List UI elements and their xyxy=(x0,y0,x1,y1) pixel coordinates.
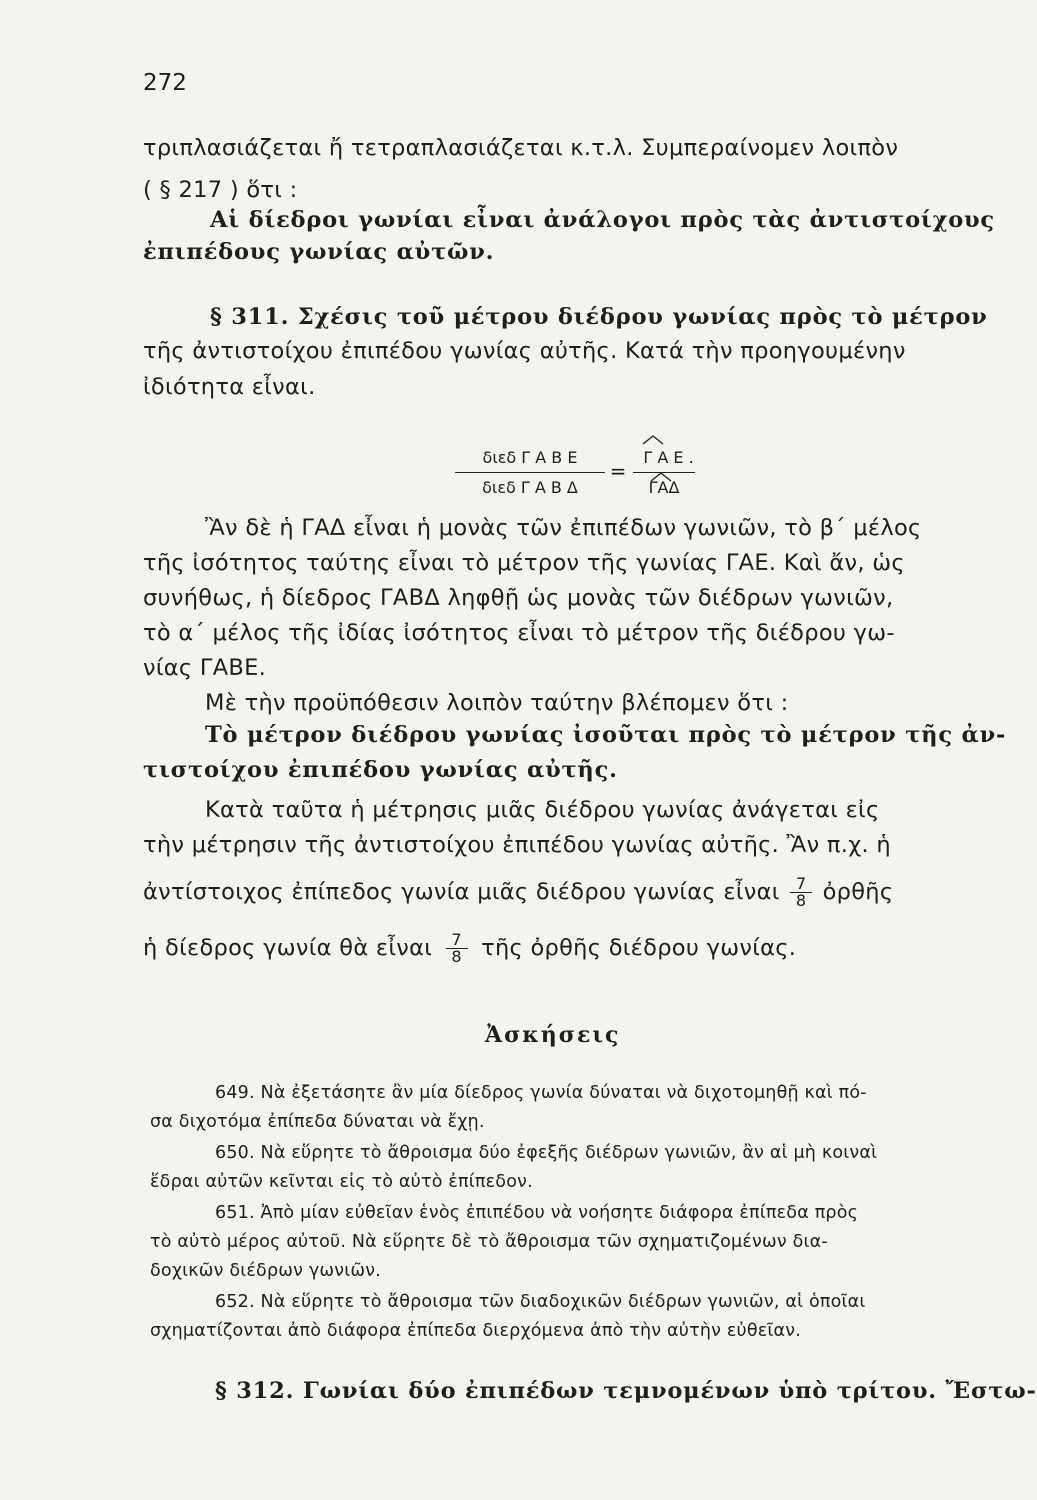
exercise-line: δοχικῶν διέδρων γωνιῶν. xyxy=(150,1261,381,1281)
exercise-line: σχηματίζονται ἀπὸ διάφορα ἐπίπεδα διερχόμενα ἀπὸ τὴν αὐτὴν εὐθεῖαν. xyxy=(150,1321,802,1341)
exercise-line: σα διχοτόμα ἐπίπεδα δύναται νὰ ἔχῃ. xyxy=(150,1112,485,1132)
text-line: τῆς ἀντιστοίχου ἐπιπέδου γωνίας αὐτῆς. Κατά τὴν προηγουμένην xyxy=(143,338,906,364)
formula-denominator-left: διεδ Γ Α Β Δ xyxy=(482,478,578,497)
text-segment: τῆς ὀρθῆς διέδρου γωνίας. xyxy=(481,935,797,961)
section-heading: § 312. Γωνίαι δύο ἐπιπέδων τεμνομένων ὑπὸ τρίτου. Ἔστω- xyxy=(215,1378,1037,1404)
formula-denominator-right: ΓΑΔ xyxy=(648,478,680,497)
fraction-denominator: 8 xyxy=(790,892,812,909)
fraction-numerator: 7 xyxy=(795,874,807,893)
exercise-line: τὸ αὐτὸ μέρος αὐτοῦ. Νὰ εὕρητε δὲ τὸ ἄθροισμα τῶν σχηματιζομένων δια- xyxy=(150,1232,828,1252)
text-line: Κατὰ ταῦτα ἡ μέτρησις μιᾶς διέδρου γωνίας ἀνάγεται εἰς xyxy=(205,797,880,823)
equals-sign: = xyxy=(609,459,627,483)
section-heading: § 311. Σχέσις τοῦ μέτρου διέδρου γωνίας πρὸς τὸ μέτρον xyxy=(210,304,988,330)
text-line-with-fraction xyxy=(143,876,893,909)
text-line: τὴν μέτρησιν τῆς ἀντιστοίχου ἐπιπέδου γωνίας αὐτῆς. Ἂν π.χ. ἡ xyxy=(143,832,891,858)
exercise-line: 650. Νὰ εὕρητε τὸ ἄθροισμα δύο ἐφεξῆς διέδρων γωνιῶν, ἂν αἱ μὴ κοιναὶ xyxy=(215,1143,878,1163)
text-line: ἰδιότητα εἶναι. xyxy=(143,374,316,400)
text-line: Ἂν δὲ ἡ ΓΑΔ εἶναι ἡ μονὰς τῶν ἐπιπέδων γωνιῶν, τὸ β΄ μέλος xyxy=(205,515,922,541)
fraction-bar xyxy=(455,472,605,473)
page-number: 272 xyxy=(143,70,187,96)
theorem-line: τιστοίχου ἐπιπέδου γωνίας αὐτῆς. xyxy=(143,757,618,783)
theorem-line: Αἱ δίεδροι γωνίαι εἶναι ἀνάλογοι πρὸς τὰς ἀντιστοίχους xyxy=(210,207,995,233)
text-line: νίας ΓΑΒΕ. xyxy=(143,655,267,681)
theorem-line: ἐπιπέδους γωνίας αὐτῶν. xyxy=(143,239,495,265)
text-line: ( § 217 ) ὅτι : xyxy=(143,177,298,203)
text-line-with-fraction xyxy=(143,932,796,965)
text-segment: ἀντίστοιχος ἐπίπεδος γωνία μιᾶς διέδρου γωνίας εἶναι xyxy=(143,879,780,905)
fraction-denominator: 8 xyxy=(446,948,468,965)
angle-hat-icon xyxy=(642,435,664,445)
fraction xyxy=(446,932,468,965)
text-segment: ἡ δίεδρος γωνία θὰ εἶναι xyxy=(143,935,433,961)
exercise-line: 652. Νὰ εὕρητε τὸ ἄθροισμα τῶν διαδοχικῶν διέδρων γωνιῶν, αἱ ὁποῖαι xyxy=(215,1292,866,1312)
text-line: τὸ α΄ μέλος τῆς ἰδίας ἰσότητος εἶναι τὸ μέτρον τῆς διέδρου γω- xyxy=(143,620,895,646)
formula-numerator-left: διεδ Γ Α Β Ε xyxy=(482,448,578,467)
formula-numerator-right: Γ Α Ε . xyxy=(643,448,694,467)
text-line: συνήθως, ἡ δίεδρος ΓΑΒΔ ληφθῇ ὡς μονὰς τῶν διέδρων γωνιῶν, xyxy=(143,585,894,611)
text-line: τριπλασιάζεται ἤ τετραπλασιάζεται κ.τ.λ. Συμπεραίνομεν λοιπὸν xyxy=(143,135,899,161)
text-line: τῆς ἰσότητος ταύτης εἶναι τὸ μέτρον τῆς γωνίας ΓΑΕ. Καὶ ἄν, ὡς xyxy=(143,550,905,576)
exercise-line: ἕδραι αὐτῶν κεῖνται εἰς τὸ αὐτὸ ἐπίπεδον. xyxy=(150,1172,533,1192)
exercise-line: 651. Ἀπὸ μίαν εὐθεῖαν ἑνὸς ἐπιπέδου νὰ νοήσητε διάφορα ἐπίπεδα πρὸς xyxy=(215,1203,859,1223)
text-segment: ὀρθῆς xyxy=(822,879,894,905)
fraction xyxy=(790,876,812,909)
text-line: Μὲ τὴν προϋπόθεσιν λοιπὸν ταύτην βλέπομεν ὅτι : xyxy=(205,690,789,716)
exercise-line: 649. Νὰ ἐξετάσητε ἂν μία δίεδρος γωνία δύναται νὰ διχοτομηθῇ καὶ πό- xyxy=(215,1083,867,1103)
exercises-heading: Ἀσκήσεις xyxy=(485,1022,621,1048)
theorem-line: Τὸ μέτρον διέδρου γωνίας ἰσοῦται πρὸς τὸ μέτρον τῆς ἀν- xyxy=(205,722,1007,748)
fraction-numerator: 7 xyxy=(451,930,462,949)
